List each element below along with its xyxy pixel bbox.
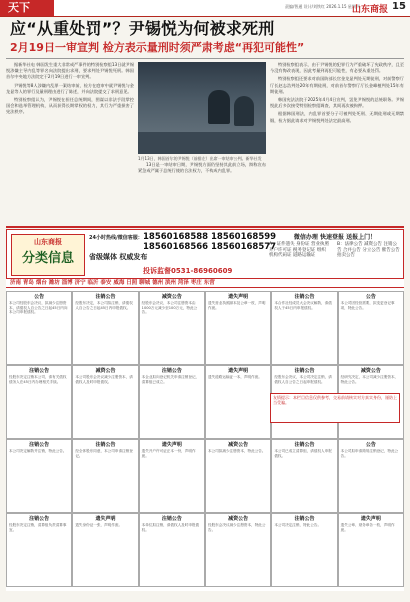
classified-ad — [6, 439, 72, 513]
classified-text: 遗失开户许可证正本一份，声明作废。 — [141, 449, 196, 458]
classified-ad — [72, 365, 138, 439]
classified-ad — [205, 365, 271, 439]
classified-text: 本公司经股东会决议，拟减少注册资本，请债权人自公告之日起45日内向本公司申报债权。 — [9, 301, 68, 315]
divider — [6, 58, 404, 59]
classified-title: 遗失声明 — [95, 516, 116, 522]
classified-title: 公告 — [365, 294, 376, 300]
classified-title: 遗失声明 — [161, 442, 182, 448]
service-list-a: A：证件遗失 身份证 营业执照 开户许可证 税务登记证 组织机构代码证 道路运输证 — [269, 242, 329, 258]
classified-title: 注销公告 — [95, 442, 116, 448]
classified-ad — [72, 291, 138, 365]
classified-title: 遗失声明 — [228, 294, 249, 300]
classified-title: 减资公告 — [95, 368, 116, 374]
classified-text: 本单位拟注销，请债权人及时申报债权。 — [141, 523, 200, 532]
classified-text: 经股东会决议减少注册资本，特此公告。 — [208, 523, 266, 532]
classified-ads-section — [6, 229, 404, 591]
classified-text: 本合作社经成员大会决议解散，请债权人于45日内申报债权。 — [274, 301, 332, 310]
classified-ad — [139, 291, 205, 365]
classified-ad — [6, 291, 72, 365]
classified-text: 经研究决定，本公司减少注册资本，特此公告。 — [340, 375, 399, 384]
classified-ad — [139, 365, 205, 439]
complaint-hotline: 投诉监督0531-86960609 — [143, 267, 233, 275]
classified-logo — [11, 234, 85, 276]
classified-text: 本公司拟申请简易注销登记，特此公告。 — [340, 449, 399, 458]
story-paragraph: 特别检察组还要求对前国防部长官金龙显判处无期徒刑，对前警察厅厅长赵志浩判处20年有期徒刑，对前首尔警察厅厅长金峰植判处15年有期徒刑。 — [270, 76, 404, 94]
classified-ad — [271, 439, 337, 513]
city-bar: 济南 青岛 烟台 潍坊 淄博 济宁 临沂 泰安 威海 日照 聊城 德州 滨州 菏泽 枣庄 东营 — [6, 279, 404, 288]
classified-title: 遗失声明 — [360, 516, 381, 522]
story-column-3 — [270, 62, 404, 222]
news-photo — [138, 62, 266, 154]
photo-figure — [208, 90, 230, 124]
classified-title: 注销公告 — [294, 516, 315, 522]
classified-text: 本公司决定注销，特此公告。 — [274, 523, 322, 527]
classified-title: 注销公告 — [294, 294, 315, 300]
section-tab: 天下 — [0, 0, 54, 16]
classified-text: 经股东会决议，本公司决定注销，请债权人自公告之日起申报债权。 — [274, 375, 332, 384]
classified-ad — [72, 513, 138, 587]
authority-tagline: 省级媒体 权威发布 — [89, 253, 148, 261]
phone-line: 18560168566 18560168577 — [143, 242, 277, 252]
classified-text: 遗失营业执照副本及公章一枚，声明作废。 — [208, 301, 266, 310]
classified-text: 本公司股东会决议减少注册资本，请债权人及时申报债权。 — [75, 375, 133, 384]
classified-title: 减资公告 — [228, 442, 249, 448]
classified-ad — [139, 439, 205, 513]
classified-title: 注销公告 — [294, 442, 315, 448]
photo-foreground — [138, 132, 266, 154]
story-paragraph: 特别检察组认为，尹锡悦在担任总统期间，图谋以非法手段掌控国会和选举管理机构，从而获得长期掌权的权力，其行为严重损害了宪法秩序。 — [6, 97, 134, 115]
classified-text: 经股东决定，本公司拟注销，请债权人自公告之日起45日内申报债权。 — [75, 301, 133, 310]
classified-ad — [205, 291, 271, 365]
classified-text: 经全体股东同意，本公司申请注销登记。 — [75, 449, 133, 458]
story-paragraph: 尹锡悦等8人涉嫌内乱罪一案结审前，检方在庭审中就尹锡悦与金龙显等人的罪行及量刑理由进行了陈述，并向法院提交了求刑意见。 — [6, 82, 134, 94]
service-list-b: B：法律公告 减资公告 注销公告 合并公告 分立公告 催告公告 拍卖公告 — [337, 242, 400, 258]
story-column-2 — [138, 162, 266, 222]
story-paragraph: 根据韩国刑法，内乱罪首要分子可被判处死刑、无期徒刑或无期禁锢，检方据此请求对尹锡悦判处法定最高刑。 — [270, 111, 404, 123]
classified-title: 注销公告 — [29, 368, 50, 374]
classified-ad — [72, 439, 138, 513]
classified-text: 本公司因经营需要，拟变更登记事项，特此公告。 — [340, 301, 395, 310]
page-header — [0, 0, 410, 17]
photo-caption: 1月13日，韩国首尔的尹锡悦（前排左）出席一审结审公判。新华社发 — [138, 156, 262, 161]
classified-grid — [6, 291, 404, 591]
story-paragraph: 13日是一审结审日期，尹锡悦方面仍坚持其此前立场，辩称宣布紧急戒严属于总统行使的合法权力，不构成内乱罪。 — [138, 162, 266, 174]
classified-ad — [338, 439, 404, 513]
header-meta: 责编/智通 设计/刘铁红 2026.1.15 星期四 — [285, 4, 360, 9]
classified-text: 本企业拟向登记机关申请注销登记，清算组已成立。 — [141, 375, 200, 384]
classified-title: 遗失声明 — [228, 368, 249, 374]
friendly-notice: 友情提示：本栏目信息仅供参考，交易前请核实对方真实身份，谨防上当受骗。 — [270, 393, 400, 423]
classified-title: 公告 — [34, 294, 45, 300]
classified-ad — [6, 365, 72, 439]
story-paragraph: 特别检察组表示，由于尹锡悦的犯罪行为严重破坏了宪政秩序，且至今没有悔改表现，因此考量到再犯可能性，有必要从重处罚。 — [270, 62, 404, 74]
classified-text: 本公司决定解散并注销，特此公告。 — [9, 449, 67, 453]
classified-ad — [205, 513, 271, 587]
section-divider — [6, 226, 404, 228]
page-number: 15 — [392, 1, 406, 12]
classified-ad — [338, 513, 404, 587]
classified-title: 减资公告 — [360, 368, 381, 374]
classified-text: 经股东决定注销，清算组负责清算事宜。 — [9, 523, 67, 532]
paper-name: 山东商报 — [352, 5, 389, 15]
logo-subtitle: 分类信息 — [21, 251, 74, 266]
classified-title: 注销公告 — [161, 368, 182, 374]
photo-figure — [234, 96, 254, 126]
classified-text: 遗失身份证一张，声明作废。 — [75, 523, 123, 527]
story-column-1 — [6, 62, 134, 192]
classified-ad — [271, 291, 337, 365]
logo-brand: 山东商报 — [34, 238, 62, 246]
sub-headline: 2月19日一审宣判 检方表示量刑时须严肃考虑“再犯可能性” — [10, 41, 305, 54]
classified-text: 遗失道路运输证一本，声明作废。 — [208, 375, 262, 379]
hotline-label: 24小时热线/微信客服： — [89, 235, 143, 241]
classified-text: 本公司已成立清算组，请债权人申报债权。 — [274, 449, 332, 458]
story-paragraph: 据新华社电 韩国发生重大非常戒严事件的特别检察组13日就尹锡悦涉嫌主导内乱等罪名向法院提出求刑，要求判处尹锡悦死刑。韩国首尔中央地方法院定于2月19日进行一审宣判。 — [6, 62, 134, 80]
classified-title: 注销公告 — [294, 368, 315, 374]
main-headline: 应“从重处罚”？尹锡悦为何被求死刑 — [10, 19, 275, 38]
classified-title: 减资公告 — [228, 516, 249, 522]
classified-ad — [338, 291, 404, 365]
ad-banner — [6, 229, 404, 279]
classified-title: 注销公告 — [161, 516, 182, 522]
classified-text: 遗失公章、财务章各一枚，声明作废。 — [340, 523, 395, 532]
phone-line: 18560168588 18560168599 — [143, 232, 277, 242]
classified-text: 本公司拟减少注册资本，特此公告。 — [208, 449, 266, 453]
classified-text: 经股东决定注销本公司，请有关债权债务人在45日内办理相关手续。 — [9, 375, 67, 384]
classified-ad — [6, 513, 72, 587]
classified-title: 注销公告 — [95, 294, 116, 300]
classified-ad — [205, 439, 271, 513]
phone-numbers — [143, 232, 283, 252]
story-paragraph: 韩国宪法法院于2025年4月4日宣判，罢免尹锡悦的总统职务。尹锡悦此后多次接受特别检察组调查，其间再次被拘押。 — [270, 97, 404, 109]
classified-title: 减资公告 — [161, 294, 182, 300]
classified-ad — [271, 513, 337, 587]
classified-text: 经股东会决议，本公司注册资本由1000万元减少至100万元，特此公告。 — [141, 301, 198, 315]
classified-ad — [139, 513, 205, 587]
wechat-title: 微信办理 快速登报 送报上门！ — [293, 234, 377, 241]
classified-title: 注销公告 — [29, 442, 50, 448]
classified-title: 公告 — [365, 442, 376, 448]
classified-title: 注销公告 — [29, 516, 50, 522]
